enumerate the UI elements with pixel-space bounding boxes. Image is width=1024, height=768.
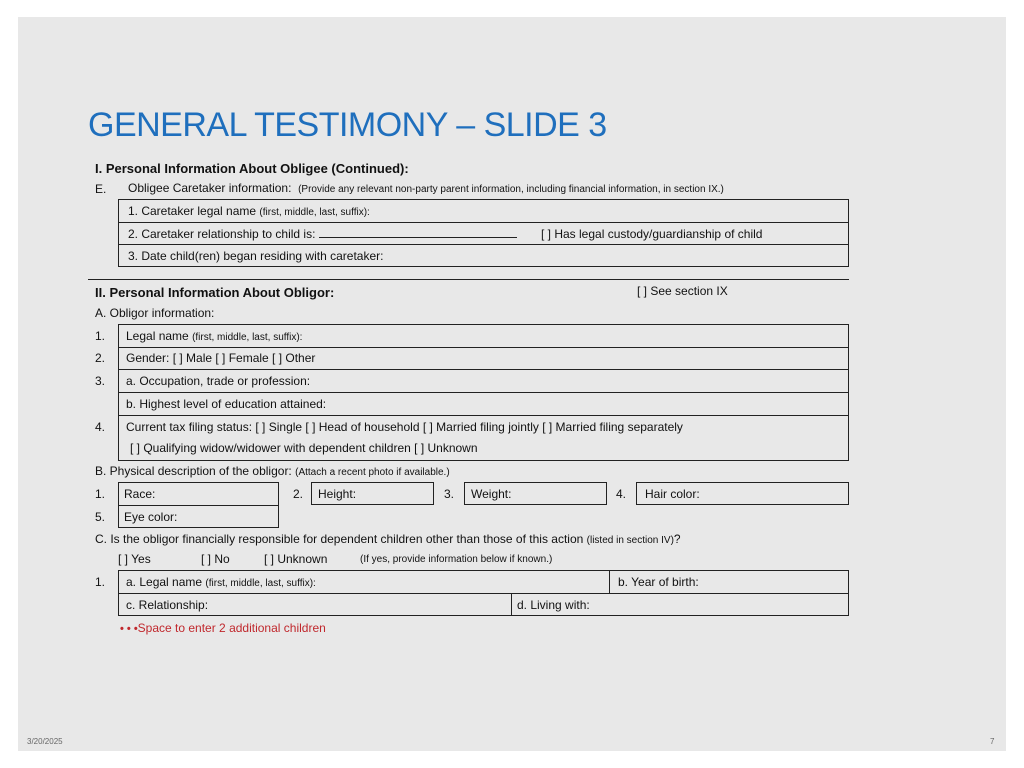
dependent-legal-name-field[interactable]: a. Legal name (first, middle, last, suffix): <box>126 575 316 589</box>
height-field[interactable]: Height: <box>318 487 357 501</box>
caretaker-relationship-field[interactable]: 2. Caretaker relationship to child is: <box>128 227 517 241</box>
additional-children-note: • • •Space to enter 2 additional children <box>120 621 326 635</box>
divider <box>118 369 849 370</box>
dependent-year-field[interactable]: b. Year of birth: <box>618 575 699 589</box>
no-checkbox[interactable]: [ ] No <box>201 552 230 566</box>
section-divider <box>88 279 849 280</box>
section2-heading: II. Personal Information About Obligor: <box>95 285 335 300</box>
page-title: GENERAL TESTIMONY – SLIDE 3 <box>88 106 607 144</box>
section1-e-number: E. <box>95 182 107 196</box>
divider <box>118 505 279 506</box>
row-number: 4. <box>616 487 627 501</box>
section1-heading: I. Personal Information About Obligee (Continued): <box>95 161 409 176</box>
row-number: 1. <box>95 575 106 589</box>
row-number: 1. <box>95 487 106 501</box>
row-number: 4. <box>95 420 106 434</box>
physical-description-label: B. Physical description of the obligor: (Attach a recent photo if available.) <box>95 464 450 478</box>
weight-field[interactable]: Weight: <box>471 487 512 501</box>
divider <box>118 392 849 393</box>
occupation-field[interactable]: a. Occupation, trade or profession: <box>126 374 311 388</box>
dependents-hint: (If yes, provide information below if known.) <box>360 554 553 565</box>
row-number: 5. <box>95 510 106 524</box>
race-field[interactable]: Race: <box>124 487 156 501</box>
section1-e-label: Obligee Caretaker information: (Provide any relevant non-party parent information, including financial information, in section IX.) <box>128 181 724 195</box>
row-number: 2. <box>95 351 106 365</box>
eye-color-field[interactable]: Eye color: <box>124 510 178 524</box>
footer-page-number: 7 <box>990 737 995 746</box>
dependents-question: C. Is the obligor financially responsible for dependent children other than those of this action (listed in section IV)? <box>95 532 681 546</box>
row-number: 3. <box>95 374 106 388</box>
divider <box>118 222 849 223</box>
caretaker-name-field[interactable]: 1. Caretaker legal name (first, middle, last, suffix): <box>128 204 370 218</box>
custody-checkbox[interactable]: [ ] Has legal custody/guardianship of child <box>541 227 763 241</box>
divider <box>118 415 849 416</box>
obligor-legal-name-field[interactable]: Legal name (first, middle, last, suffix): <box>126 329 303 343</box>
divider <box>511 593 512 616</box>
education-field[interactable]: b. Highest level of education attained: <box>126 397 327 411</box>
divider <box>609 570 610 593</box>
caretaker-date-field[interactable]: 3. Date child(ren) began residing with caretaker: <box>128 249 384 263</box>
row-number: 2. <box>293 487 304 501</box>
footer-date: 3/20/2025 <box>27 737 63 746</box>
divider <box>118 593 849 594</box>
tax-status-checkboxes-2[interactable]: [ ] Qualifying widow/widower with dependent children [ ] Unknown <box>130 441 478 455</box>
row-number: 3. <box>444 487 455 501</box>
divider <box>118 244 849 245</box>
divider <box>118 347 849 348</box>
unknown-checkbox[interactable]: [ ] Unknown <box>264 552 328 566</box>
see-section-ix-checkbox[interactable]: [ ] See section IX <box>637 284 728 298</box>
tax-status-checkboxes[interactable]: Current tax filing status: [ ] Single [ ] Head of household [ ] Married filing jointly [ ] Married filing separately <box>126 420 683 434</box>
dependent-living-field[interactable]: d. Living with: <box>517 598 590 612</box>
hair-color-field[interactable]: Hair color: <box>645 487 700 501</box>
gender-checkboxes[interactable]: Gender: [ ] Male [ ] Female [ ] Other <box>126 351 316 365</box>
yes-checkbox[interactable]: [ ] Yes <box>118 552 151 566</box>
obligor-info-label: A. Obligor information: <box>95 306 215 320</box>
row-number: 1. <box>95 329 106 343</box>
dependent-relationship-field[interactable]: c. Relationship: <box>126 598 209 612</box>
